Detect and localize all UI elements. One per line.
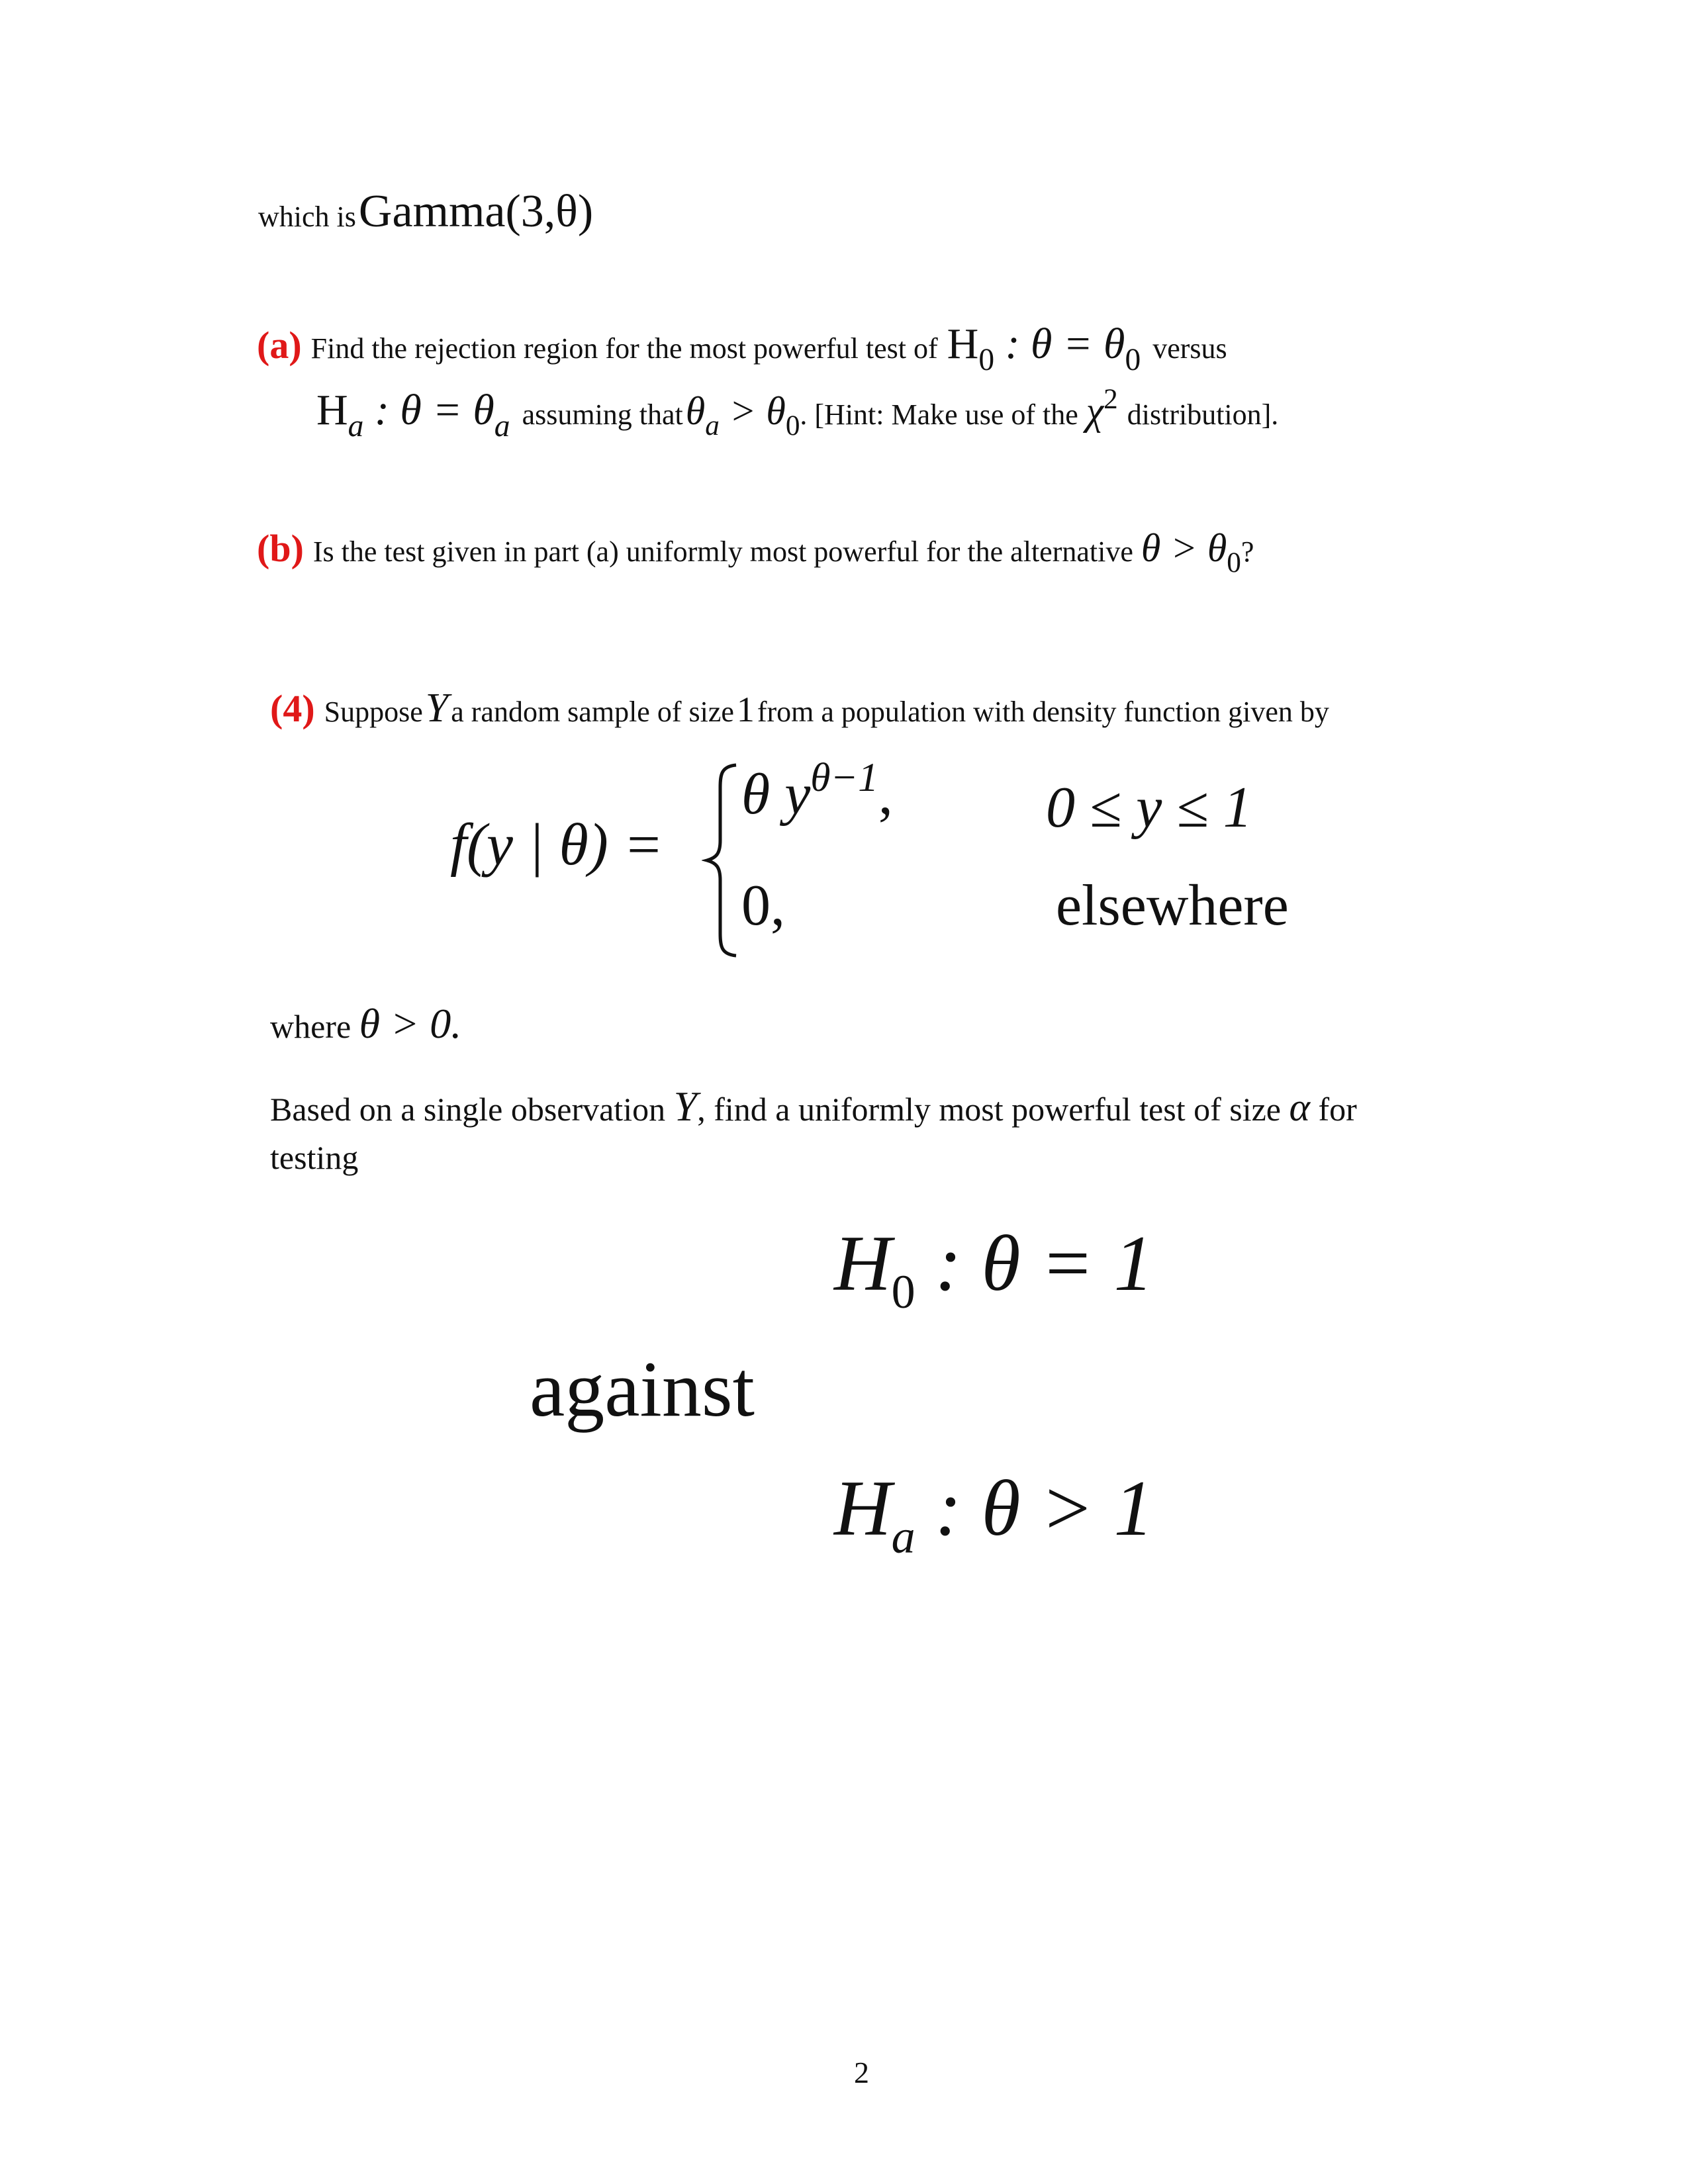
density-lhs: f(y | θ) = [450, 812, 664, 878]
density-case-2-expression: 0, [741, 874, 785, 938]
part-a-label: (a) [257, 324, 302, 367]
intro-line [258, 179, 593, 245]
hint-text: . [Hint: Make use of the [800, 398, 1078, 431]
part-b-line [257, 515, 1254, 581]
problem-4-line [270, 675, 1329, 741]
alpha-symbol: α [1289, 1085, 1310, 1129]
part-b-label: (b) [257, 527, 304, 570]
page-number: 2 [854, 2056, 869, 2089]
hint-end-text: distribution]. [1127, 398, 1279, 431]
alternative-hypothesis: $\theta > \theta_0$ [1141, 526, 1241, 579]
random-variable-y: Y [425, 686, 449, 731]
parameter-condition [270, 999, 461, 1048]
alternative-hypothesis-4: $H_a$ : θ > 1 [834, 1464, 1154, 1564]
density-case-1-condition: 0 ≤ y ≤ 1 [1046, 776, 1252, 840]
problem-4-text-2: a random sample of size [451, 696, 734, 728]
curly-brace-icon [702, 761, 741, 960]
question-mark: ? [1241, 535, 1254, 568]
observation-y: Y [673, 1083, 698, 1130]
intro-lead: which is [258, 201, 356, 233]
part-b-text: Is the test given in part (a) uniformly most powerful for the alternative [312, 535, 1133, 568]
gamma-distribution: Gamma(3,θ) [358, 186, 594, 237]
based-text-2: , find a uniformly most powerful test of size [697, 1091, 1281, 1128]
ha-hypothesis: $H_a$ : $\theta = \theta_a$ [316, 386, 510, 444]
chi-square-symbol: $\chi^2$ [1086, 384, 1118, 433]
theta-positive: θ > 0. [359, 1000, 462, 1047]
assuming-text: assuming that [522, 398, 683, 431]
versus-word: versus [1152, 332, 1227, 365]
problem-4-label: (4) [270, 687, 315, 730]
h0-hypothesis: $H_0$ : $\theta = \theta_0$ [947, 320, 1141, 378]
density-case-2-condition: elsewhere [1056, 874, 1289, 938]
based-text-1: Based on a single observation [270, 1091, 666, 1128]
ump-question-line-2: testing [270, 1139, 359, 1176]
part-a-line-2 [316, 377, 1278, 443]
density-case-1-expression: θ $y^{\theta-1}$, [741, 755, 893, 827]
sample-size: 1 [736, 690, 755, 729]
problem-4-text-1: Suppose [324, 696, 423, 728]
problem-4-text-3: from a population with density function given by [757, 696, 1329, 728]
based-text-3: for [1318, 1091, 1357, 1128]
part-a-text: Find the rejection region for the most powerful test of [310, 332, 938, 365]
against-word: against [530, 1345, 755, 1433]
where-text: where [270, 1008, 352, 1045]
null-hypothesis: $H_0$ : θ = 1 [834, 1219, 1154, 1319]
assumption-condition: $\theta_a > \theta_0$ [685, 389, 800, 442]
ump-question-line-1 [270, 1085, 1357, 1130]
part-a-line-1 [257, 311, 1227, 377]
